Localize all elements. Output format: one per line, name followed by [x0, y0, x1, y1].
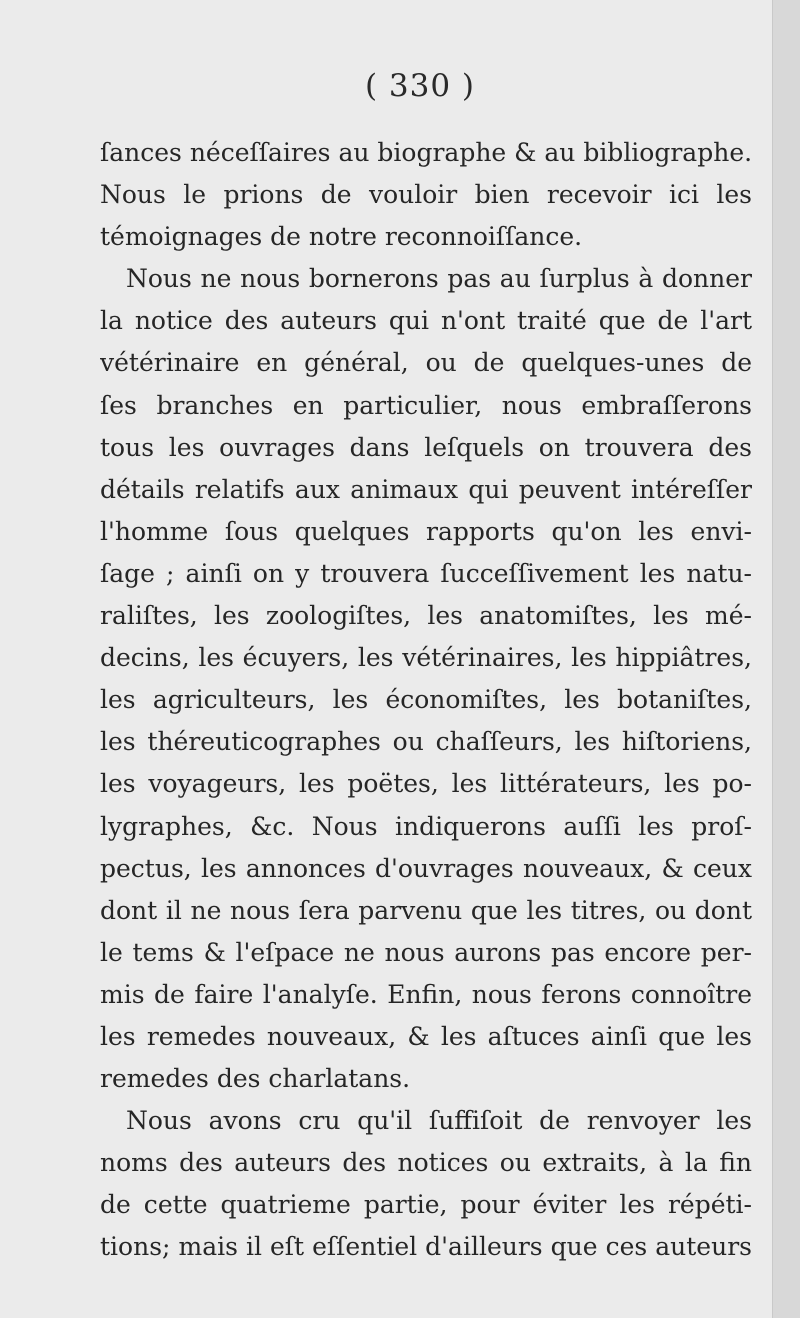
text-line: l'homme ſous quelques rapports qu'on les envi-: [100, 516, 752, 546]
text-line: les théreuticographes ou chaſſeurs, les hiſtoriens,: [100, 727, 752, 757]
body-text: [100, 132, 752, 1269]
text-line: de cette quatrieme partie, pour éviter les répéti-: [100, 1190, 752, 1220]
page-edge-shadow: [772, 0, 800, 1318]
text-line: la notice des auteurs qui n'ont traité que de l'art: [100, 306, 752, 336]
text-line: raliſtes, les zoologiſtes, les anatomiſtes, les mé-: [100, 601, 752, 631]
page-number: ( 330 ): [364, 68, 476, 104]
text-line: lygraphes, &c. Nous indiquerons auſſi les proſ-: [100, 811, 752, 841]
text-line: les voyageurs, les poëtes, les littérateurs, les po-: [100, 769, 752, 799]
text-line: détails relatifs aux animaux qui peuvent intéreſſer: [100, 474, 752, 504]
text-line: les remedes nouveaux, & les aſtuces ainſi que les: [100, 1021, 752, 1051]
text-line: noms des auteurs des notices ou extraits, à la fin: [100, 1148, 752, 1178]
text-line: Nous avons cru qu'il ſuffiſoit de renvoyer les: [126, 1106, 752, 1136]
text-line: témoignages de notre reconnoiſſance.: [100, 222, 583, 252]
text-line: Nous ne nous bornerons pas au ſurplus à donner: [126, 264, 752, 294]
text-line: decins, les écuyers, les vétérinaires, les hippiâtres,: [100, 643, 752, 673]
text-line: dont il ne nous ſera parvenu que les titres, ou dont: [100, 895, 752, 925]
text-line: tions; mais il eſt eſſentiel d'ailleurs que ces auteurs: [100, 1232, 752, 1262]
text-line: ſances néceſſaires au biographe & au bibliographe.: [100, 138, 752, 167]
text-line: remedes des charlatans.: [100, 1064, 411, 1094]
text-line: ſage ; ainſi on y trouvera ſucceſſivement les natu-: [100, 558, 752, 588]
text-line: les agriculteurs, les économiſtes, les botaniſtes,: [100, 685, 752, 715]
text-line: Nous le prions de vouloir bien recevoir ici les: [100, 180, 752, 210]
text-line: le tems & l'eſpace ne nous aurons pas encore per-: [100, 937, 752, 967]
text-line: mis de faire l'analyſe. Enfin, nous ferons connoître: [100, 979, 752, 1009]
text-line: vétérinaire en général, ou de quelques-unes de: [100, 348, 752, 378]
text-line: tous les ouvrages dans leſquels on trouvera des: [100, 432, 752, 462]
text-line: ſes branches en particulier, nous embraſſerons: [100, 390, 752, 420]
text-line: pectus, les annonces d'ouvrages nouveaux, & ceux: [100, 853, 752, 883]
